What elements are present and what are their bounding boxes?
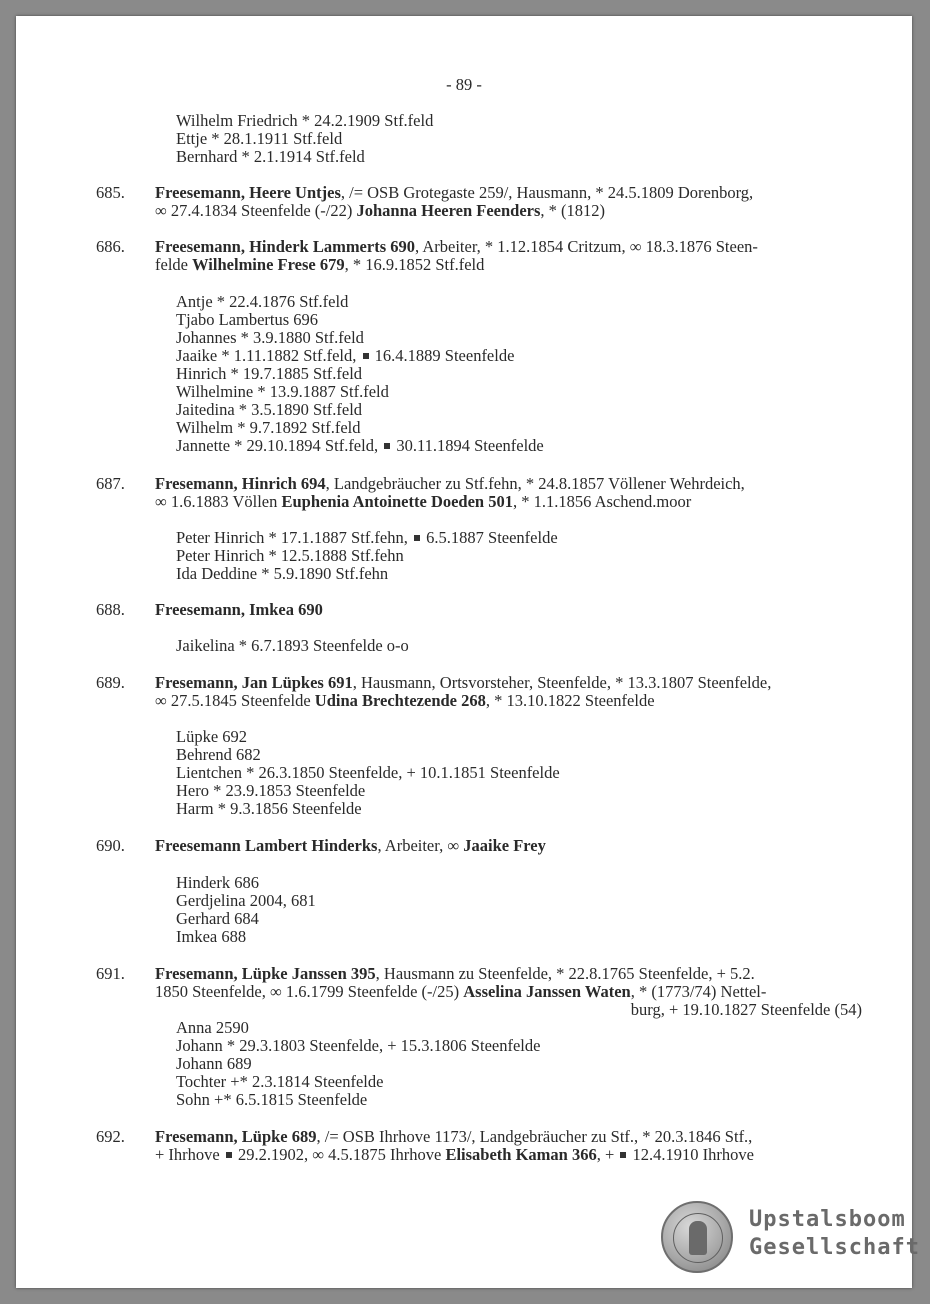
entry-text: , Arbeiter, ∞ <box>377 836 464 855</box>
list-item: Hinderk 686 <box>176 873 259 892</box>
list-item: Imkea 688 <box>176 927 247 946</box>
entry-line <box>155 965 875 983</box>
list-item: Lüpke 692 <box>176 727 248 746</box>
spouse-name: Elisabeth Kaman 366 <box>445 1145 597 1164</box>
list-item: Anna 2590 <box>176 1018 249 1037</box>
person-name: Freesemann, Hinderk Lammerts 690 <box>155 237 415 256</box>
entry-number: 688. <box>96 600 125 619</box>
logo-text-line1: Upstalsboom <box>749 1207 906 1232</box>
burial-icon <box>384 443 390 449</box>
list-item: Wilhelmine * 13.9.1887 Stf.feld <box>176 382 389 401</box>
list-item: Wilhelm * 9.7.1892 Stf.feld <box>176 418 361 437</box>
entry-line <box>155 837 875 855</box>
entry-text: , Arbeiter, * 1.12.1854 Critzum, ∞ 18.3.1876 Steen- <box>415 237 758 256</box>
entry-number: 686. <box>96 237 125 256</box>
entry-text: , * (1812) <box>540 201 606 220</box>
entry-line <box>155 184 875 202</box>
entry-line <box>155 674 875 692</box>
entry-line <box>155 692 875 710</box>
list-item: Johann 689 <box>176 1054 252 1073</box>
list-item: Antje * 22.4.1876 Stf.feld <box>176 292 349 311</box>
list-item: Hinrich * 19.7.1885 Stf.feld <box>176 364 363 383</box>
list-item: Hero * 23.9.1853 Steenfelde <box>176 781 366 800</box>
seal-figure <box>689 1221 707 1255</box>
child-text: Jannette * 29.10.1894 Stf.feld, <box>176 436 379 455</box>
list-item: Behrend 682 <box>176 745 261 764</box>
list-item <box>176 347 514 365</box>
spouse-name: Jaaike Frey <box>463 836 546 855</box>
entry-text: , /= OSB Grotegaste 259/, Hausmann, * 24.5.1809 Dorenborg, <box>340 183 754 202</box>
list-item <box>176 437 544 455</box>
spouse-name: Johanna Heeren Feenders <box>356 201 541 220</box>
entry-line <box>155 238 875 256</box>
spouse-name: Wilhelmine Frese 679 <box>192 255 345 274</box>
entry-line <box>155 1146 875 1164</box>
seal-icon <box>661 1201 733 1273</box>
page-number: - 89 - <box>446 75 482 94</box>
list-item: Bernhard * 2.1.1914 Stf.feld <box>176 147 365 166</box>
list-item <box>176 529 558 547</box>
entry-line <box>155 1128 875 1146</box>
list-item: Johann * 29.3.1803 Steenfelde, + 15.3.1806 Steenfelde <box>176 1036 541 1055</box>
list-item: Harm * 9.3.1856 Steenfelde <box>176 799 362 818</box>
entry-text: , Hausmann, Ortsvorsteher, Steenfelde, * 13.3.1807 Steenfelde, <box>352 673 772 692</box>
entry-line: burg, + 19.10.1827 Steenfelde (54) <box>630 1000 862 1019</box>
person-name: Freesemann, Imkea 690 <box>155 600 323 619</box>
burial-icon <box>620 1152 626 1158</box>
entry-text: , * 13.10.1822 Steenfelde <box>485 691 655 710</box>
person-name: Freesemann Lambert Hinderks <box>155 836 378 855</box>
document-page <box>16 16 920 1288</box>
person-name: Fresemann, Lüpke Janssen 395 <box>155 964 376 983</box>
entry-text: 29.2.1902, ∞ 4.5.1875 Ihrhove <box>238 1145 446 1164</box>
child-text: Peter Hinrich * 17.1.1887 Stf.fehn, <box>176 528 408 547</box>
entry-text: felde <box>155 255 193 274</box>
list-item: Ettje * 28.1.1911 Stf.feld <box>176 129 343 148</box>
entry-text: ∞ 27.4.1834 Steenfelde (-/22) <box>155 201 357 220</box>
spouse-name: Euphenia Antoinette Doeden 501 <box>281 492 513 511</box>
death-date: 6.5.1887 Steenfelde <box>426 528 558 547</box>
entry-number: 689. <box>96 673 125 692</box>
spouse-name: Asselina Janssen Waten <box>463 982 631 1001</box>
person-name: Fresemann, Jan Lüpkes 691 <box>155 673 353 692</box>
entry-text: , * 16.9.1852 Stf.feld <box>344 255 485 274</box>
entry-text: ∞ 27.5.1845 Steenfelde <box>155 691 315 710</box>
burial-icon <box>414 535 420 541</box>
entry-text: , * (1773/74) Nettel- <box>630 982 767 1001</box>
child-text: Jaaike * 1.11.1882 Stf.feld, <box>176 346 357 365</box>
burial-icon <box>363 353 369 359</box>
entry-line <box>155 475 875 493</box>
person-name: Fresemann, Lüpke 689 <box>155 1127 317 1146</box>
entry-line <box>155 202 875 220</box>
entry-text: 12.4.1910 Ihrhove <box>632 1145 754 1164</box>
list-item: Jaitedina * 3.5.1890 Stf.feld <box>176 400 363 419</box>
list-item: Tjabo Lambertus 696 <box>176 310 319 329</box>
list-item: Jaikelina * 6.7.1893 Steenfelde o-o <box>176 636 409 655</box>
entry-text: , * 1.1.1856 Aschend.moor <box>512 492 692 511</box>
list-item: Sohn +* 6.5.1815 Steenfelde <box>176 1090 368 1109</box>
entry-text: , + <box>596 1145 615 1164</box>
list-item: Wilhelm Friedrich * 24.2.1909 Stf.feld <box>176 111 434 130</box>
list-item: Gerdjelina 2004, 681 <box>176 891 316 910</box>
entry-text: + Ihrhove <box>155 1145 220 1164</box>
entry-line <box>155 493 875 511</box>
person-name: Freesemann, Heere Untjes <box>155 183 341 202</box>
spouse-name: Udina Brechtezende 268 <box>314 691 486 710</box>
list-item: Tochter +* 2.3.1814 Steenfelde <box>176 1072 384 1091</box>
list-item: Johannes * 3.9.1880 Stf.feld <box>176 328 364 347</box>
list-item: Ida Deddine * 5.9.1890 Stf.fehn <box>176 564 389 583</box>
death-date: 16.4.1889 Steenfelde <box>374 346 515 365</box>
entry-number: 691. <box>96 964 125 983</box>
entry-number: 687. <box>96 474 125 493</box>
entry-number: 685. <box>96 183 125 202</box>
list-item: Lientchen * 26.3.1850 Steenfelde, + 10.1.1851 Steenfelde <box>176 763 560 782</box>
entry-line <box>155 601 875 619</box>
person-name: Fresemann, Hinrich 694 <box>155 474 326 493</box>
entry-line <box>155 256 875 274</box>
logo-text-line2: Gesellschaft <box>749 1235 920 1260</box>
entry-text: 1850 Steenfelde, ∞ 1.6.1799 Steenfelde (-/25) <box>155 982 464 1001</box>
society-logo <box>661 1201 920 1273</box>
list-item: Gerhard 684 <box>176 909 259 928</box>
list-item: Peter Hinrich * 12.5.1888 Stf.fehn <box>176 546 404 565</box>
entry-text: , Hausmann zu Steenfelde, * 22.8.1765 Steenfelde, + 5.2. <box>375 964 755 983</box>
entry-text: , Landgebräucher zu Stf.fehn, * 24.8.1857 Völlener Wehrdeich, <box>325 474 745 493</box>
entry-number: 690. <box>96 836 125 855</box>
entry-line <box>155 983 875 1001</box>
entry-text: ∞ 1.6.1883 Völlen <box>155 492 282 511</box>
entry-number: 692. <box>96 1127 125 1146</box>
entry-text: , /= OSB Ihrhove 1173/, Landgebräucher zu Stf., * 20.3.1846 Stf., <box>316 1127 753 1146</box>
burial-icon <box>226 1152 232 1158</box>
death-date: 30.11.1894 Steenfelde <box>396 436 544 455</box>
